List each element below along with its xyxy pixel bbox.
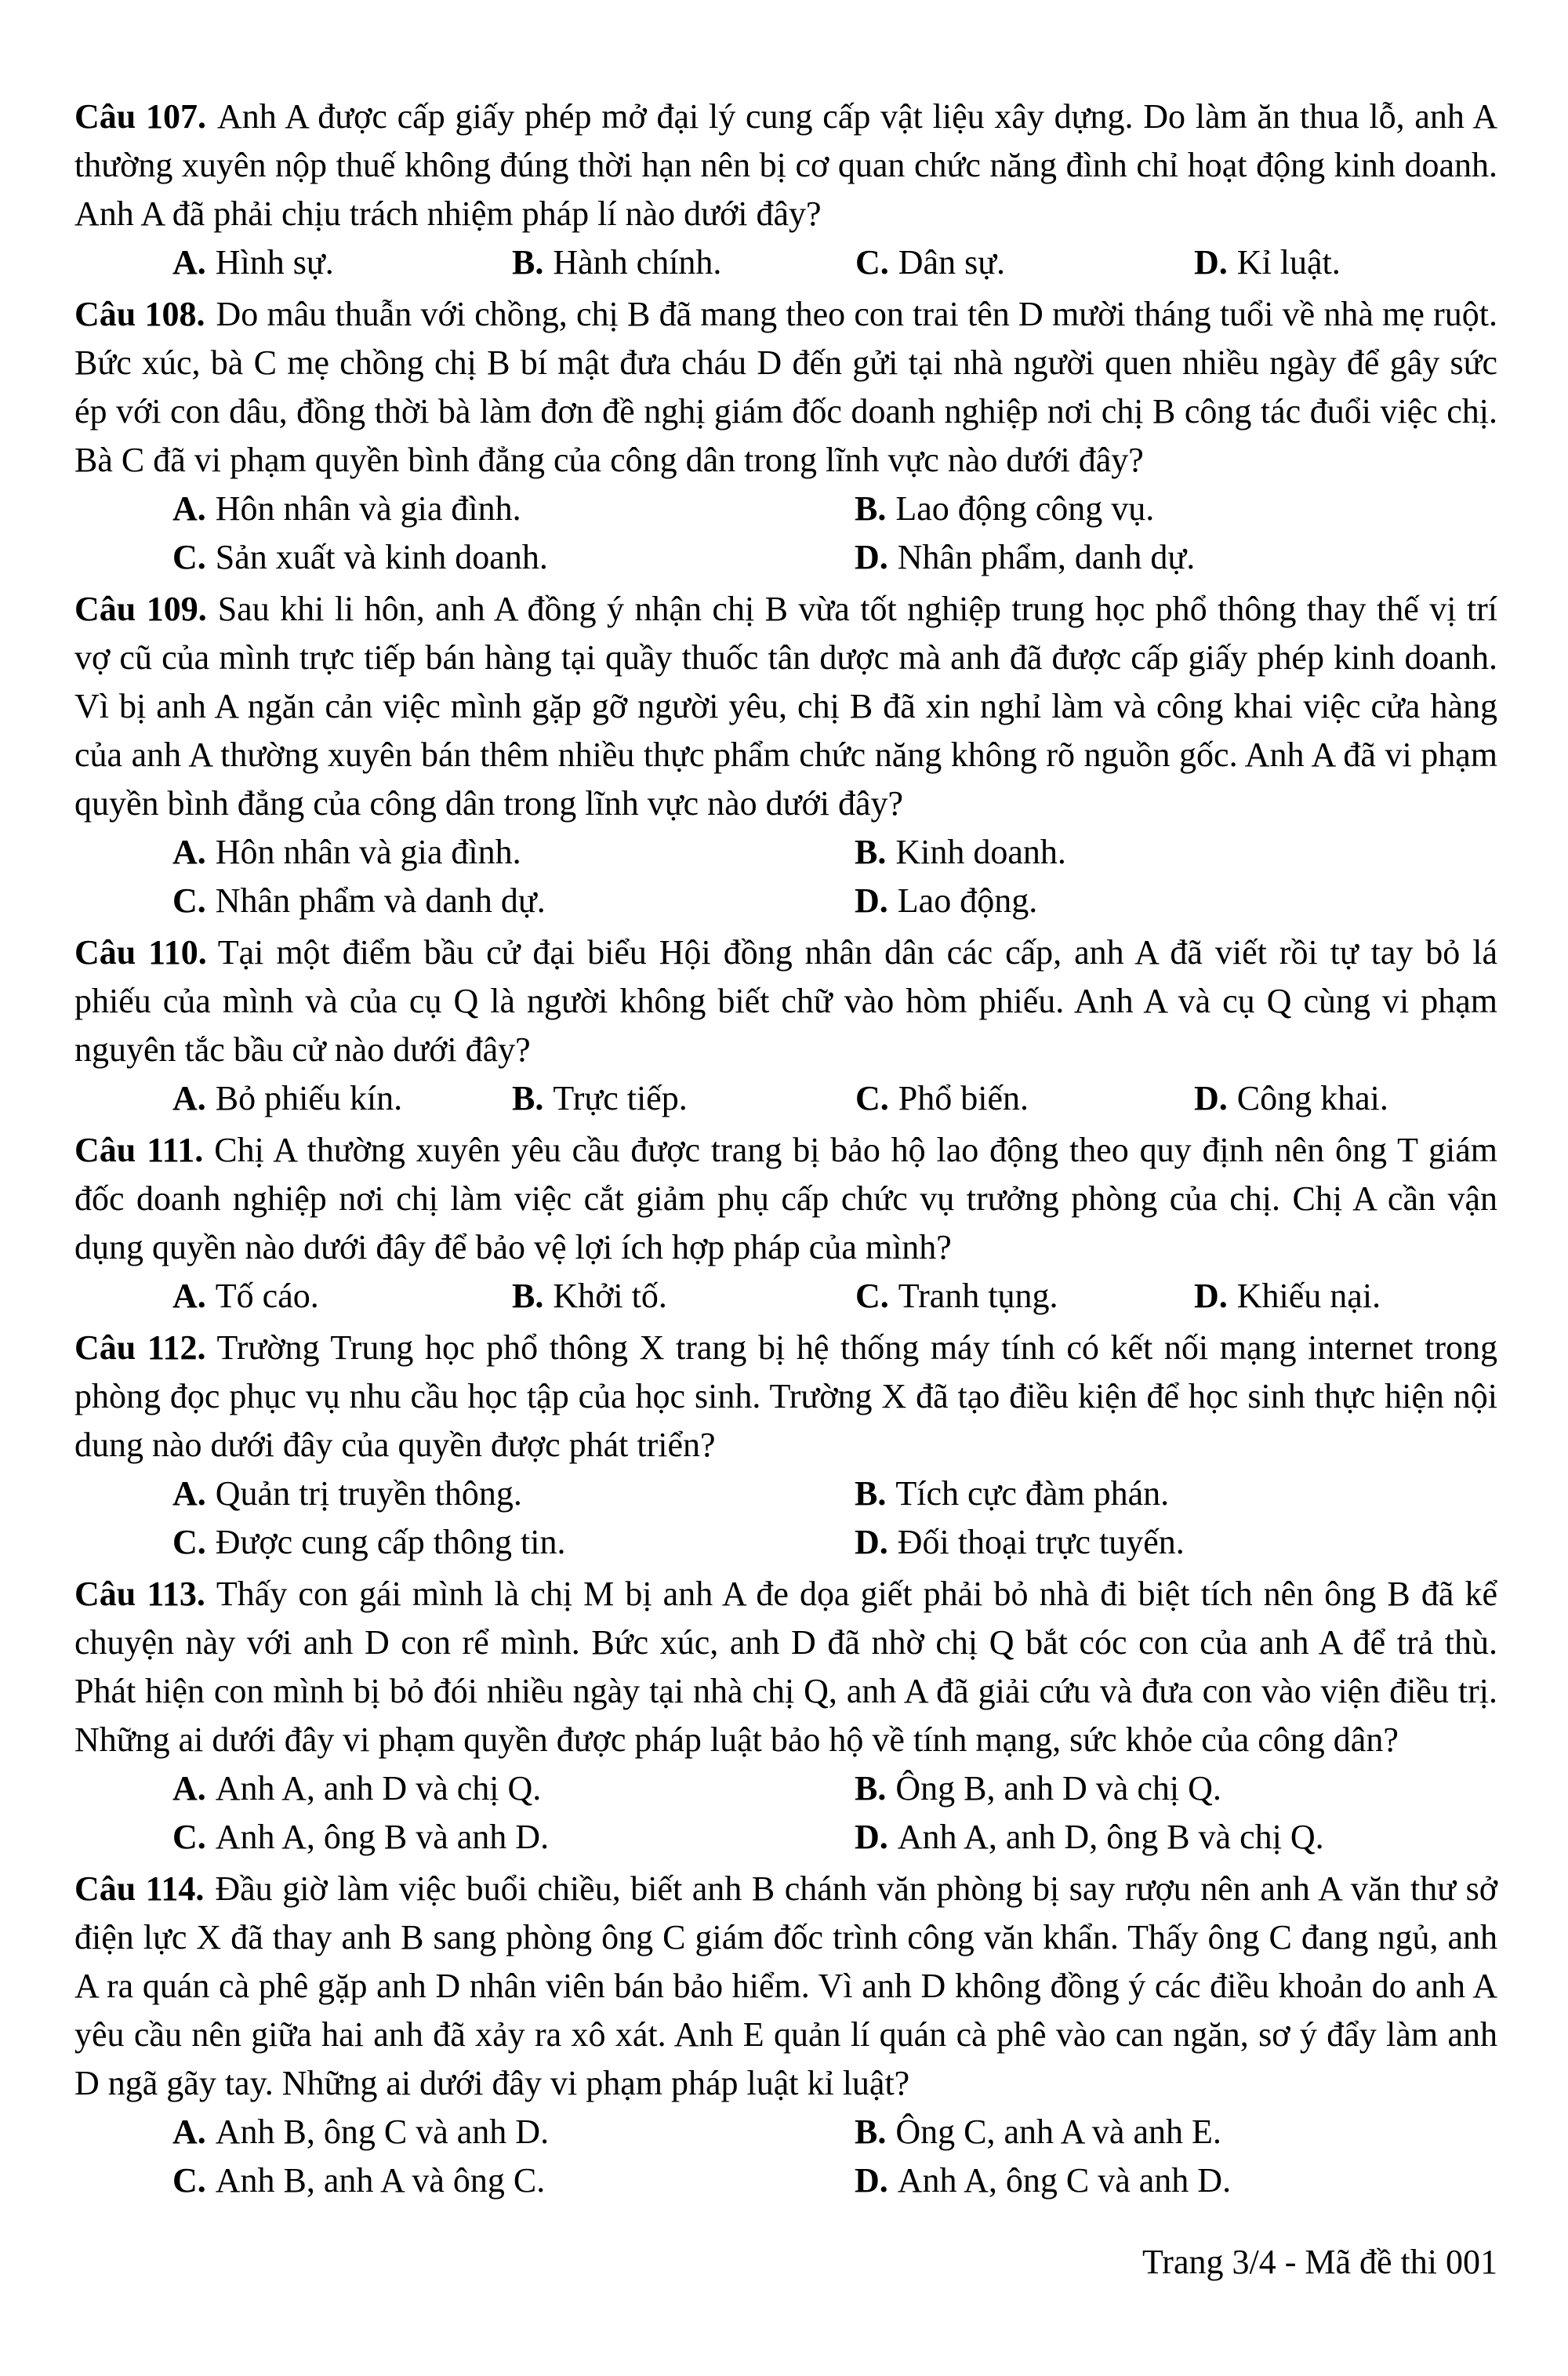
option-b — [512, 238, 855, 287]
option-d — [855, 877, 1497, 925]
question-109 — [74, 585, 1497, 925]
option-a — [172, 1764, 855, 1813]
option-letter: D. — [855, 881, 888, 920]
option-text: Tố cáo. — [215, 1277, 319, 1315]
option-letter: A. — [172, 489, 206, 528]
option-c — [855, 1074, 1194, 1123]
option-text: Công khai. — [1236, 1079, 1388, 1117]
option-letter: B. — [855, 833, 887, 871]
question-text: Anh A được cấp giấy phép mở đại lý cung cấp vật liệu xây dựng. Do làm ăn thua lỗ, anh A thường xuyên nộp thuế không đúng thời hạn nên bị cơ quan chức năng đình chỉ hoạt động kinh doanh. Anh A đã phải chịu trách nhiệm pháp lí nào dưới đây? — [74, 97, 1497, 233]
option-text: Lao động. — [897, 881, 1038, 920]
option-text: Dân sự. — [898, 243, 1006, 282]
options-row — [74, 1272, 1497, 1321]
option-a — [172, 828, 855, 877]
option-text: Anh B, ông C và anh D. — [215, 2113, 550, 2151]
option-a — [172, 238, 512, 287]
question-number: Câu 111. — [74, 1131, 204, 1169]
question-112 — [74, 1324, 1497, 1567]
option-text: Lao động công vụ. — [895, 489, 1155, 528]
option-b — [855, 2108, 1497, 2156]
option-letter: B. — [855, 2113, 887, 2151]
question-number: Câu 107. — [74, 97, 207, 136]
option-text: Tích cực đàm phán. — [895, 1474, 1170, 1513]
option-text: Hình sự. — [215, 243, 334, 282]
question-114 — [74, 1865, 1497, 2205]
option-c — [172, 1813, 855, 1862]
option-letter: B. — [855, 1769, 887, 1807]
question-text: Chị A thường xuyên yêu cầu được trang bị bảo hộ lao động theo quy định nên ông T giám đốc doanh nghiệp nơi chị làm việc cắt giảm phụ cấp chức vụ trưởng phòng của chị. Chị A cần vận dụng quyền nào dưới đây để bảo vệ lợi ích hợp pháp của mình? — [74, 1131, 1498, 1266]
question-108 — [74, 290, 1497, 582]
option-text: Sản xuất và kinh doanh. — [215, 538, 548, 576]
option-letter: D. — [1194, 243, 1228, 282]
option-b — [855, 1470, 1497, 1518]
question-stem — [74, 1126, 1497, 1272]
option-text: Tranh tụng. — [898, 1277, 1058, 1315]
question-113 — [74, 1570, 1497, 1862]
option-letter: A. — [172, 1079, 206, 1117]
option-text: Khởi tố. — [553, 1277, 667, 1315]
question-text: Do mâu thuẫn với chồng, chị B đã mang theo con trai tên D mười tháng tuổi về nhà mẹ ruột. Bức xúc, bà C mẹ chồng chị B bí mật đưa cháu D đến gửi tại nhà người quen nhiều ngày để gây sức ép với con dâu, đồng thời bà làm đơn đề nghị giám đốc doanh nghiệp nơi chị B công tác đuổi việc chị. Bà C đã vi phạm quyền bình đẳng của công dân trong lĩnh vực nào dưới đây? — [74, 295, 1498, 479]
option-c — [172, 1518, 855, 1567]
option-a — [172, 1470, 855, 1518]
option-d — [1194, 1074, 1497, 1123]
option-text: Anh A, ông B và anh D. — [215, 1818, 550, 1856]
options-grid — [74, 1764, 1497, 1862]
question-text: Tại một điểm bầu cử đại biểu Hội đồng nhân dân các cấp, anh A đã viết rồi tự tay bỏ lá phiếu của mình và của cụ Q là người không biết chữ vào hòm phiếu. Anh A và cụ Q cùng vi phạm nguyên tắc bầu cử nào dưới đây? — [74, 933, 1498, 1069]
option-letter: B. — [512, 243, 544, 282]
options-row — [74, 238, 1497, 287]
option-letter: C. — [855, 243, 889, 282]
option-c — [172, 2156, 855, 2205]
option-letter: A. — [172, 2113, 206, 2151]
option-letter: C. — [172, 1818, 206, 1856]
option-letter: A. — [172, 243, 206, 282]
option-letter: A. — [172, 833, 206, 871]
question-stem — [74, 93, 1497, 238]
question-number: Câu 114. — [74, 1869, 205, 1908]
options-grid — [74, 2108, 1497, 2205]
option-letter: C. — [172, 2161, 206, 2200]
option-b — [855, 828, 1497, 877]
option-text: Nhân phẩm và danh dự. — [215, 881, 546, 920]
question-stem — [74, 1324, 1497, 1470]
question-text: Sau khi li hôn, anh A đồng ý nhận chị B vừa tốt nghiệp trung học phổ thông thay thế vị trí vợ cũ của mình trực tiếp bán hàng tại quầy thuốc tân dược mà anh đã được cấp giấy phép kinh doanh. Vì bị anh A ngăn cản việc mình gặp gỡ người yêu, chị B đã xin nghỉ làm và công khai việc cửa hàng của anh A thường xuyên bán thêm nhiều thực phẩm chức năng không rõ nguồn gốc. Anh A đã vi phạm quyền bình đẳng của công dân trong lĩnh vực nào dưới đây? — [74, 590, 1497, 823]
option-text: Hành chính. — [553, 243, 722, 282]
option-text: Nhân phẩm, danh dự. — [897, 538, 1196, 576]
option-c — [855, 1272, 1194, 1321]
option-a — [172, 485, 855, 533]
option-text: Phổ biến. — [898, 1079, 1029, 1117]
option-text: Kinh doanh. — [895, 833, 1066, 871]
page-footer — [74, 2238, 1497, 2287]
option-letter: A. — [172, 1769, 206, 1807]
option-b — [512, 1272, 855, 1321]
option-text: Được cung cấp thông tin. — [215, 1523, 566, 1561]
question-107 — [74, 93, 1497, 287]
question-number: Câu 112. — [74, 1328, 206, 1367]
option-text: Anh A, ông C và anh D. — [897, 2161, 1232, 2200]
option-d — [855, 1518, 1497, 1567]
option-text: Ông B, anh D và chị Q. — [895, 1769, 1221, 1807]
question-stem — [74, 585, 1497, 828]
option-letter: A. — [172, 1277, 206, 1315]
question-number: Câu 113. — [74, 1575, 205, 1613]
option-a — [172, 1074, 512, 1123]
option-letter: C. — [855, 1277, 889, 1315]
option-letter: D. — [855, 2161, 888, 2200]
question-stem — [74, 1865, 1497, 2108]
option-text: Đối thoại trực tuyến. — [897, 1523, 1185, 1561]
option-letter: C. — [172, 538, 206, 576]
option-text: Ông C, anh A và anh E. — [895, 2113, 1221, 2151]
option-b — [855, 1764, 1497, 1813]
option-letter: D. — [855, 1523, 888, 1561]
options-grid — [74, 485, 1497, 582]
question-number: Câu 109. — [74, 590, 207, 628]
option-text: Khiếu nại. — [1236, 1277, 1381, 1315]
option-d — [1194, 1272, 1497, 1321]
option-text: Quản trị truyền thông. — [215, 1474, 522, 1513]
question-text: Đầu giờ làm việc buổi chiều, biết anh B chánh văn phòng bị say rượu nên anh A văn thư sở điện lực X đã thay anh B sang phòng ông C giám đốc trình công văn khẩn. Thấy ông C đang ngủ, anh A ra quán cà phê gặp anh D nhân viên bán bảo hiểm. Vì anh D không đồng ý các điều khoản do anh A yêu cầu nên giữa hai anh đã xảy ra xô xát. Anh E quản lí quán cà phê vào can ngăn, sơ ý đẩy làm anh D ngã gãy tay. Những ai dưới đây vi phạm pháp luật kỉ luật? — [74, 1869, 1497, 2102]
option-c — [172, 533, 855, 582]
question-stem — [74, 928, 1497, 1074]
option-letter: B. — [855, 1474, 887, 1513]
question-number: Câu 108. — [74, 295, 205, 333]
option-letter: C. — [855, 1079, 889, 1117]
question-number: Câu 110. — [74, 933, 207, 972]
option-c — [855, 238, 1194, 287]
question-111 — [74, 1126, 1497, 1321]
option-text: Trực tiếp. — [553, 1079, 688, 1117]
question-text: Trường Trung học phổ thông X trang bị hệ thống máy tính có kết nối mạng internet trong phòng đọc phục vụ nhu cầu học tập của học sinh. Trường X đã tạo điều kiện để học sinh thực hiện nội dung nào dưới đây của quyền được phát triển? — [74, 1328, 1497, 1464]
option-text: Anh A, anh D, ông B và chị Q. — [897, 1818, 1324, 1856]
option-letter: B. — [855, 489, 887, 528]
question-stem — [74, 1570, 1497, 1764]
option-c — [172, 877, 855, 925]
option-letter: D. — [855, 538, 888, 576]
option-d — [1194, 238, 1497, 287]
option-text: Anh A, anh D và chị Q. — [215, 1769, 542, 1807]
option-letter: D. — [1194, 1079, 1228, 1117]
option-text: Bỏ phiếu kín. — [215, 1079, 403, 1117]
option-text: Hôn nhân và gia đình. — [215, 489, 521, 528]
question-text: Thấy con gái mình là chị M bị anh A đe dọa giết phải bỏ nhà đi biệt tích nên ông B đã kể chuyện này với anh D con rể mình. Bức xúc, anh D đã nhờ chị Q bắt cóc con của anh A để trả thù. Phát hiện con mình bị bỏ đói nhiều ngày tại nhà chị Q, anh A đã giải cứu và đưa con vào viện điều trị. Những ai dưới đây vi phạm quyền được pháp luật bảo hộ về tính mạng, sức khỏe của công dân? — [74, 1575, 1497, 1759]
options-grid — [74, 828, 1497, 925]
option-d — [855, 2156, 1497, 2205]
option-letter: D. — [855, 1818, 888, 1856]
option-text: Hôn nhân và gia đình. — [215, 833, 521, 871]
option-letter: C. — [172, 881, 206, 920]
options-row — [74, 1074, 1497, 1123]
option-b — [512, 1074, 855, 1123]
question-stem — [74, 290, 1497, 485]
option-letter: B. — [512, 1079, 544, 1117]
option-d — [855, 1813, 1497, 1862]
question-110 — [74, 928, 1497, 1123]
option-b — [855, 485, 1497, 533]
option-text: Kỉ luật. — [1236, 243, 1341, 282]
option-text: Anh B, anh A và ông C. — [215, 2161, 546, 2200]
option-letter: A. — [172, 1474, 206, 1513]
option-a — [172, 2108, 855, 2156]
page-footer-text: Trang 3/4 - Mã đề thi 001 — [1142, 2243, 1497, 2281]
option-letter: C. — [172, 1523, 206, 1561]
option-d — [855, 533, 1497, 582]
option-letter: D. — [1194, 1277, 1228, 1315]
option-letter: B. — [512, 1277, 544, 1315]
option-a — [172, 1272, 512, 1321]
options-grid — [74, 1470, 1497, 1567]
